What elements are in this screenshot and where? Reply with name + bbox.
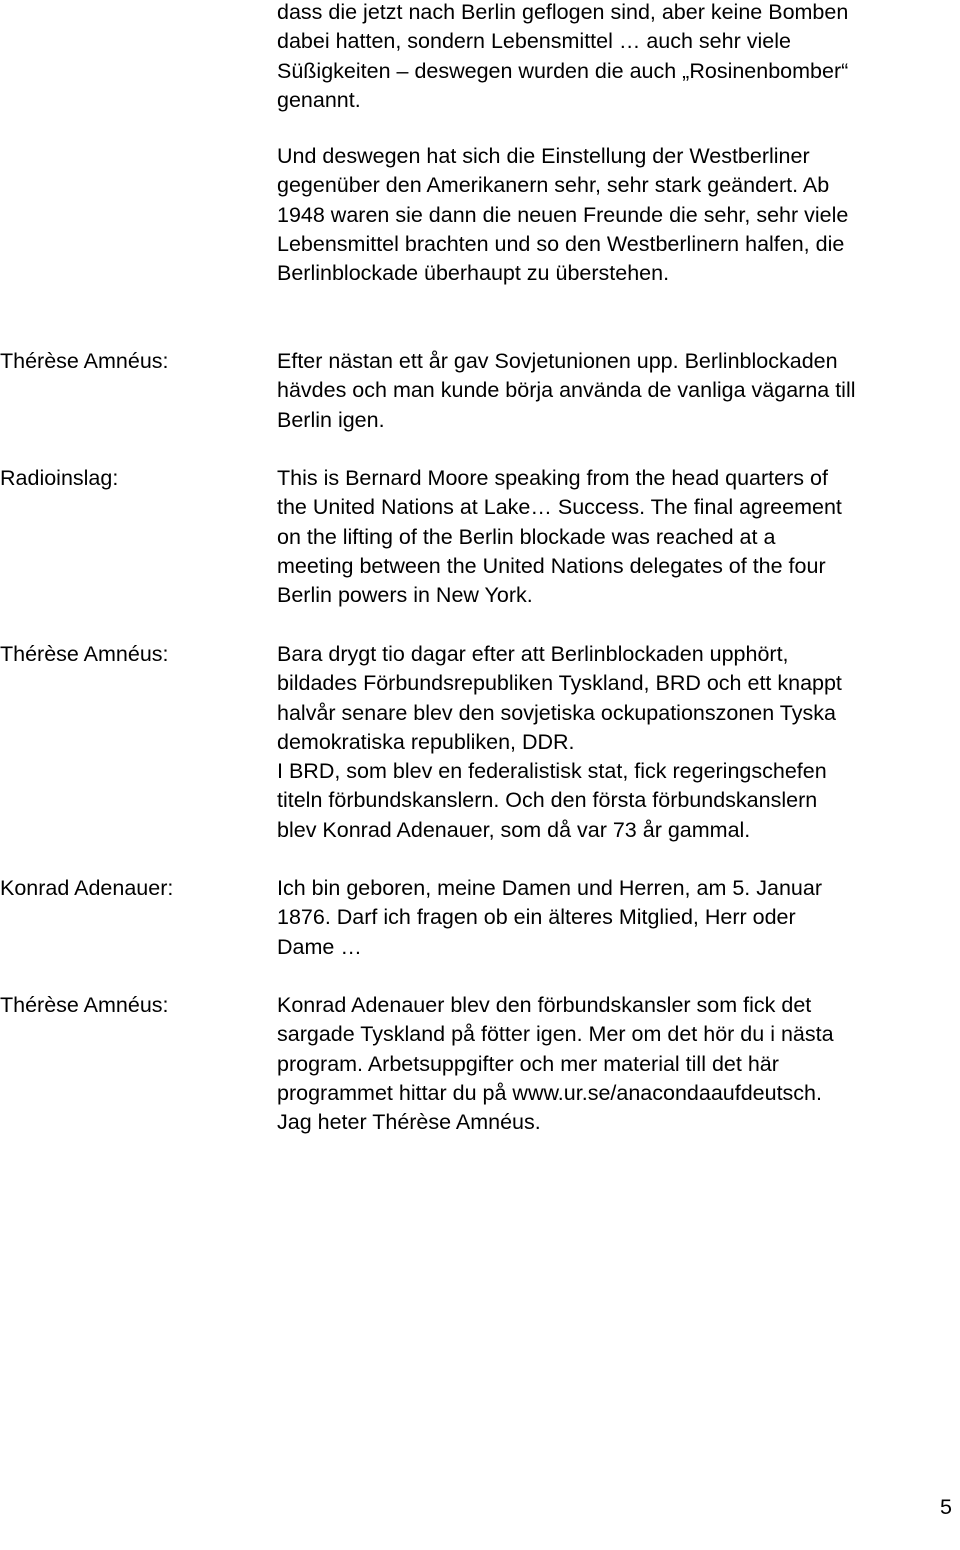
text-line: 1876. Darf ich fragen ob ein älteres Mitglied, Herr oder (277, 905, 796, 930)
text-line: halvår senare blev den sovjetiska ockupationszonen Tyska (277, 700, 836, 725)
text-line: Efter nästan ett år gav Sovjetunionen upp. Berlinblockaden (277, 349, 838, 373)
speaker-label: Thérèse Amnéus: (0, 349, 169, 373)
text-line: blev Konrad Adenauer, som då var 73 år gammal. (277, 817, 751, 842)
speaker-label: Thérèse Amnéus: (0, 993, 169, 1017)
text-line: meeting between the United Nations delegates of the four (277, 553, 826, 578)
text-line: on the lifting of the Berlin blockade was reached at a (277, 524, 776, 549)
text-line: Dame … (277, 934, 362, 959)
continuation-paragraph-1 (277, 0, 960, 115)
text-line: Ich bin geboren, meine Damen und Herren, am 5. Januar (277, 876, 822, 900)
text-line: This is Bernard Moore speaking from the head quarters of (277, 466, 828, 490)
text-line: Berlin igen. (277, 407, 385, 432)
text-line: Jag heter Thérèse Amnéus. (277, 1110, 541, 1135)
text-line: hävdes och man kunde börja använda de vanliga vägarna till (277, 378, 856, 403)
text-line: demokratiska republiken, DDR. (277, 729, 575, 754)
text-line: dabei hatten, sondern Lebensmittel … auch sehr viele (277, 29, 791, 54)
utterance (277, 347, 960, 435)
text-line: Lebensmittel brachten und so den Westberlinern halfen, die (277, 231, 845, 256)
utterance (277, 991, 960, 1137)
text-line: Berlin powers in New York. (277, 583, 533, 608)
text-line: I BRD, som blev en federalistisk stat, fick regeringschefen (277, 759, 827, 784)
text-line: Berlinblockade überhaupt zu überstehen. (277, 261, 670, 286)
text-line: titeln förbundskanslern. Och den första förbundskanslern (277, 788, 818, 813)
text-line: Konrad Adenauer blev den förbundskansler som fick det (277, 993, 812, 1017)
speaker-label: Konrad Adenauer: (0, 876, 174, 900)
text-line: 1948 waren sie dann die neuen Freunde die sehr, sehr viele (277, 202, 849, 227)
text-line: Bara drygt tio dagar efter att Berlinblockaden upphört, (277, 642, 789, 666)
text-line: Und deswegen hat sich die Einstellung der Westberliner (277, 144, 810, 168)
text-line: genannt. (277, 87, 361, 112)
text-line: bildades Förbundsrepubliken Tyskland, BRD och ett knappt (277, 671, 842, 696)
text-line: sargade Tyskland på fötter igen. Mer om det hör du i nästa (277, 1022, 834, 1047)
text-line: Süßigkeiten – deswegen wurden die auch „Rosinenbomber“ (277, 58, 849, 83)
text-line: dass die jetzt nach Berlin geflogen sind, aber keine Bomben (277, 0, 849, 24)
text-line: gegenüber den Amerikanern sehr, sehr stark geändert. Ab (277, 173, 830, 198)
utterance (277, 640, 960, 845)
page-number: 5 (940, 1495, 952, 1519)
speaker-label: Radioinslag: (0, 466, 119, 490)
utterance (277, 464, 960, 610)
text-line: the United Nations at Lake… Success. The final agreement (277, 495, 842, 520)
continuation-paragraph-2 (277, 142, 960, 288)
text-line: program. Arbetsuppgifter och mer material till det här (277, 1051, 779, 1076)
text-line: programmet hittar du på www.ur.se/anacondaaufdeutsch. (277, 1080, 822, 1105)
speaker-label: Thérèse Amnéus: (0, 642, 169, 666)
utterance (277, 874, 960, 962)
